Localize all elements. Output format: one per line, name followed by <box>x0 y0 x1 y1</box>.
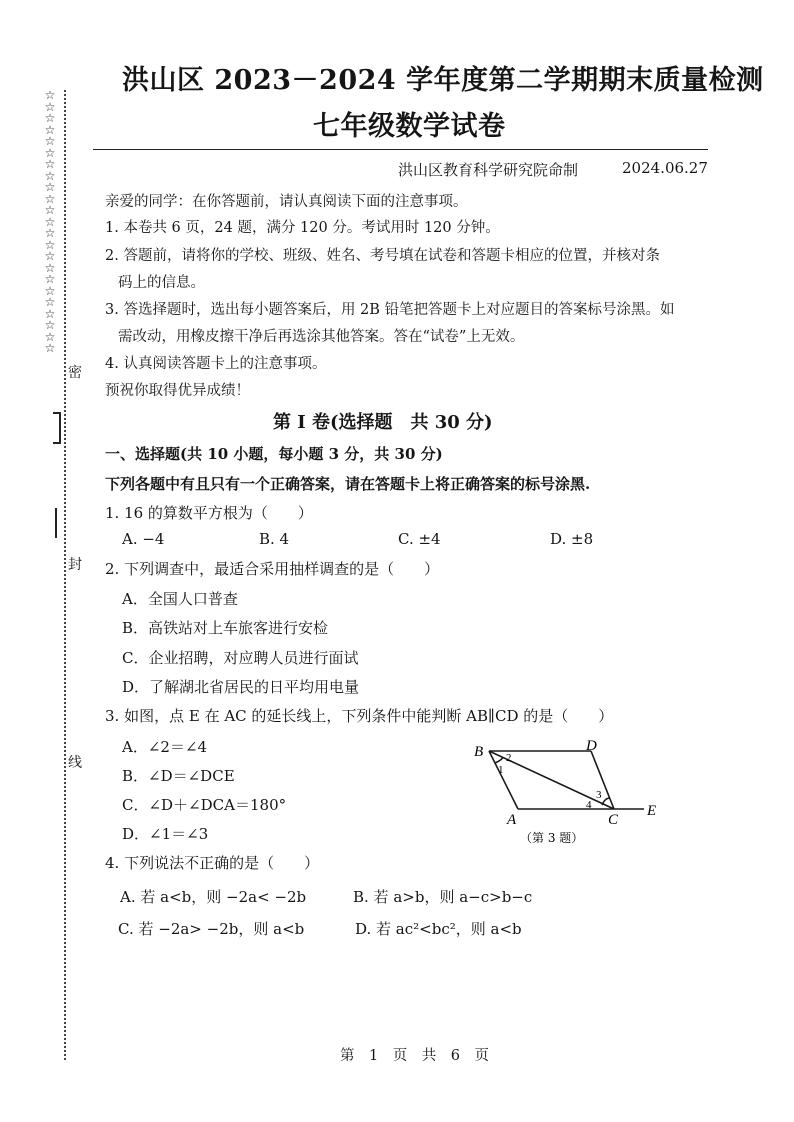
notice-item-2-cont: 码上的信息。 <box>118 275 205 291</box>
q1-option-c: C. ±4 <box>398 530 441 548</box>
section-heading: 第 Ⅰ 卷(选择题 共 30 分) <box>273 412 493 433</box>
q1-option-a: A. −4 <box>122 530 165 548</box>
q3-option-c: C．∠D＋∠DCA＝180° <box>122 796 287 814</box>
exam-title: 洪山区 2023－2024 学年度第二学期期末质量检测 <box>122 65 764 96</box>
q1-option-d: D. ±8 <box>550 530 594 548</box>
binding-label-feng: 封 <box>68 557 82 573</box>
q4-option-d: D. 若 ac²<bc²，则 a<b <box>355 920 522 938</box>
point-a-label: A <box>507 812 517 828</box>
q2-stem: 2. 下列调查中，最适合采用抽样调查的是（ ） <box>105 560 440 578</box>
q3-option-d: D．∠1＝∠3 <box>122 825 209 843</box>
notice-item-1: 1. 本卷共 6 页，24 题，满分 120 分。考试用时 120 分钟。 <box>105 220 500 236</box>
notice-item-4: 4. 认真阅读答题卡上的注意事项。 <box>105 356 327 372</box>
binding-bracket-upper <box>53 412 61 444</box>
part-title: 一、选择题(共 10 小题，每小题 3 分，共 30 分) <box>105 445 443 463</box>
angle-arc-c <box>602 798 610 805</box>
q2-option-b: B．高铁站对上车旅客进行安检 <box>122 619 329 637</box>
q4-option-b: B. 若 a>b，则 a−c>b−c <box>353 888 533 906</box>
q4-stem: 4. 下列说法不正确的是（ ） <box>105 854 320 872</box>
exam-date: 2024.06.27 <box>622 159 708 177</box>
q2-option-d: D．了解湖北省居民的日平均用电量 <box>122 678 360 696</box>
angle-1-label: 1 <box>498 764 504 776</box>
exam-subtitle: 七年级数学试卷 <box>313 111 506 142</box>
q2-option-c: C．企业招聘，对应聘人员进行面试 <box>122 649 359 667</box>
issuer: 洪山区教育科学研究院命制 <box>398 161 579 179</box>
notice-item-2: 2. 答题前，请将你的学校、班级、姓名、考号填在试卷和答题卡相应的位置，并核对条 <box>105 248 660 264</box>
segment-ba <box>489 751 518 809</box>
point-c-label: C <box>608 812 619 828</box>
notice-greeting: 亲爱的同学：在你答题前，请认真阅读下面的注意事项。 <box>105 194 468 210</box>
angle-3-label: 3 <box>596 789 602 801</box>
header-rule <box>93 149 708 150</box>
notice-item-3: 3. 答选择题时，选出每小题答案后，用 2B 铅笔把答题卡上对应题目的答案标号涂黑。如 <box>105 302 675 318</box>
q2-option-a: A．全国人口普查 <box>122 590 238 608</box>
binding-label-mi: 密 <box>68 365 82 381</box>
point-b-label: B <box>474 744 484 760</box>
binding-dotted-line <box>64 90 66 1060</box>
angle-arc-b <box>495 757 503 763</box>
binding-stars: ☆☆☆☆☆☆☆☆☆☆☆☆☆☆☆☆☆☆☆☆☆☆☆ <box>44 88 56 355</box>
angle-2-label: 2 <box>506 752 512 764</box>
q3-figure <box>468 736 668 846</box>
q1-stem: 1. 16 的算数平方根为（ ） <box>105 504 313 522</box>
binding-bracket-lower <box>55 508 57 538</box>
notice-item-3-cont: 需改动，用橡皮擦干净后再选涂其他答案。答在“试卷”上无效。 <box>118 329 525 345</box>
figure-caption: （第 3 题） <box>520 831 584 845</box>
q3-stem: 3. 如图，点 E 在 AC 的延长线上，下列条件中能判断 AB∥CD 的是（ ） <box>105 707 614 725</box>
q3-option-a: A．∠2＝∠4 <box>122 738 208 756</box>
q4-option-c: C. 若 −2a> −2b，则 a<b <box>118 920 305 938</box>
page-number: 第 1 页 共 6 页 <box>340 1048 489 1064</box>
part-instruction: 下列各题中有且只有一个正确答案，请在答题卡上将正确答案的标号涂黑. <box>105 475 591 493</box>
q1-option-b: B. 4 <box>259 530 290 548</box>
angle-4-label: 4 <box>586 799 592 811</box>
q3-option-b: B．∠D＝∠DCE <box>122 767 235 785</box>
point-e-label: E <box>647 803 657 819</box>
binding-label-xian: 线 <box>68 755 82 771</box>
point-d-label: D <box>586 738 597 754</box>
notice-wish: 预祝你取得优异成绩！ <box>105 383 250 399</box>
q4-option-a: A. 若 a<b，则 −2a< −2b <box>120 888 307 906</box>
